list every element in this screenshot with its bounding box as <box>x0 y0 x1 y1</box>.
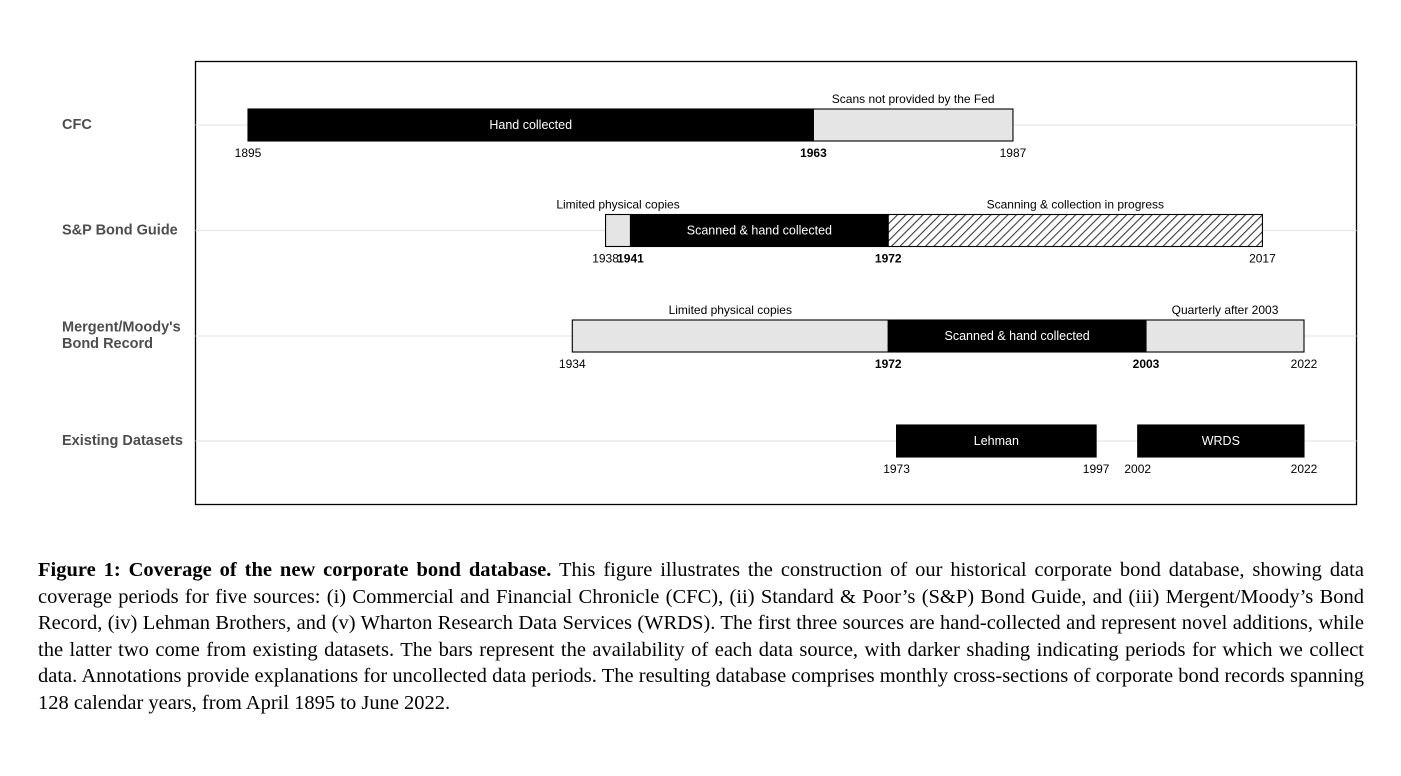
row-label-mergent-moody-s-bond-record-line-1: Mergent/Moody's <box>62 319 181 336</box>
year-label-s-p-bond-guide-1938: 1938 <box>592 251 619 266</box>
row-label-mergent-moody-s-bond-record-line-2: Bond Record <box>62 336 154 353</box>
year-label-cfc-1987: 1987 <box>999 146 1027 160</box>
year-label-cfc-1963: 1963 <box>800 146 827 160</box>
year-label-s-p-bond-guide-1972: 1972 <box>874 251 902 266</box>
bar-label-mergent-moody-s-bond-record-2: Scanned & hand collected <box>944 328 1090 343</box>
bar-cfc-1963-1987 <box>813 109 1013 141</box>
bar-s-p-bond-guide-1938-1941 <box>606 215 631 247</box>
annotation-s-p-bond-guide-1: Limited physical copies <box>556 197 680 212</box>
bar-label-existing-datasets-2: WRDS <box>1201 433 1240 448</box>
annotation-mergent-moody-s-bond-record-1: Limited physical copies <box>668 303 792 317</box>
bar-label-existing-datasets-1: Lehman <box>973 433 1019 448</box>
year-label-s-p-bond-guide-1941: 1941 <box>617 251 644 266</box>
figure-caption <box>38 557 1364 717</box>
year-label-existing-datasets-2002: 2002 <box>1124 462 1152 476</box>
year-label-cfc-1895: 1895 <box>234 146 262 160</box>
year-label-mergent-moody-s-bond-record-1934: 1934 <box>558 357 586 371</box>
bar-s-p-bond-guide-1972-2017 <box>888 215 1262 247</box>
row-label-cfc: CFC <box>62 116 92 133</box>
year-label-mergent-moody-s-bond-record-2003: 2003 <box>1132 357 1160 371</box>
year-label-existing-datasets-1973: 1973 <box>883 462 910 476</box>
year-label-mergent-moody-s-bond-record-1972: 1972 <box>874 357 902 371</box>
annotation-mergent-moody-s-bond-record-3: Quarterly after 2003 <box>1171 303 1279 317</box>
year-label-existing-datasets-1997: 1997 <box>1082 462 1110 476</box>
year-label-existing-datasets-2022: 2022 <box>1290 462 1318 476</box>
bar-mergent-moody-s-bond-record-2003-2022 <box>1146 320 1304 352</box>
bar-mergent-moody-s-bond-record-1934-1972 <box>572 320 888 352</box>
bar-label-s-p-bond-guide-2: Scanned & hand collected <box>686 223 832 238</box>
annotation-cfc-2: Scans not provided by the Fed <box>831 92 995 106</box>
annotation-s-p-bond-guide-3: Scanning & collection in progress <box>986 197 1165 212</box>
caption-title: Figure 1: Coverage of the new corporate bond database. <box>38 559 552 581</box>
row-label-s-p-bond-guide: S&P Bond Guide <box>62 222 178 239</box>
caption-text: This figure illustrates the construction of our historical corporate bond database, showing data coverage periods for five sources: (i) Commercial and Financial Chronicle (CFC), (ii) Standard & Poor’s (S&P) Bond Guide, and (iii) Mergent/Moody’s Bond Record, (iv) Lehman Brothers, and (v) Wharton Research Data Services (WRDS). The first three sources are hand-collected and represent novel additions, while the latter two come from existing datasets. The bars represent the availability of each data source, with darker shading indicating periods for which we collect data. Annotations provide explanations for uncollected data periods. The resulting database comprises monthly cross-sections of corporate bond records spanning 128 calendar years, from April 1895 to June 2022. <box>38 559 1364 714</box>
bar-label-cfc-1: Hand collected <box>489 117 573 132</box>
year-label-s-p-bond-guide-2017: 2017 <box>1249 251 1276 266</box>
row-label-existing-datasets: Existing Datasets <box>62 432 183 449</box>
year-label-mergent-moody-s-bond-record-2022: 2022 <box>1290 357 1318 371</box>
